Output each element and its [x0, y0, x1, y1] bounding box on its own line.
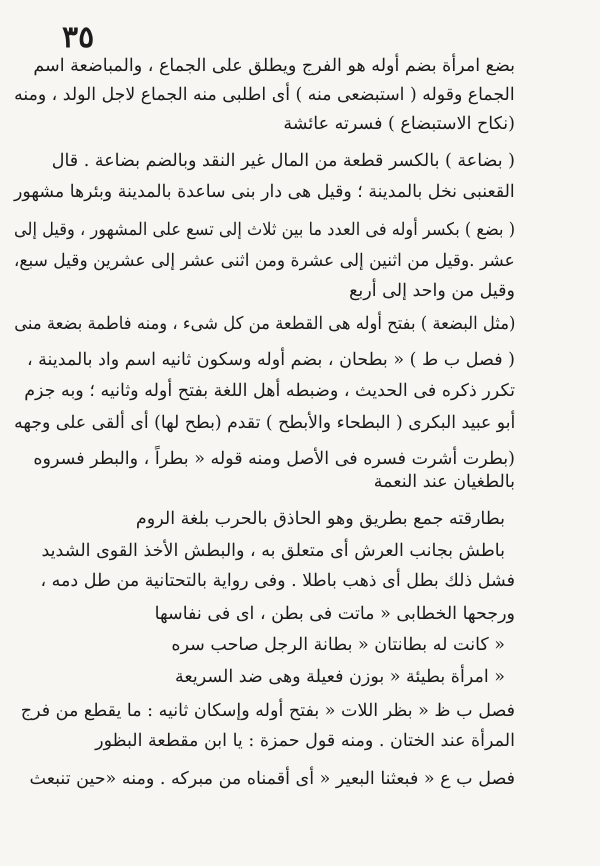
text-line: ورجحها الخطابى « ماتت فى بطن ، اى فى نفاسها	[154, 604, 515, 624]
text-line: القعنبى نخل بالمدينة ؛ وقيل هى دار بنى ساعدة بالمدينة وبئرها مشهور	[14, 182, 515, 202]
page-number: ٣٥	[62, 20, 95, 55]
text-line: بطارقته جمع بطريق وهو الحاذق بالحرب بلغة الروم	[135, 509, 505, 529]
text-line: فصل ب ظ « بظر اللات « بفتح أوله وإسكان ثانيه : ما يقطع من فرج	[20, 701, 515, 721]
text-line: (مثل البضعة ) بفتح أوله هى القطعة من كل شىء ، ومنه فاطمة بضعة منى	[13, 314, 515, 334]
text-line: « كانت له بطانتان « بطانة الرجل صاحب سره	[171, 635, 505, 655]
text-line: (نكاح الاستبضاع ) فسرته عائشة	[283, 114, 515, 134]
text-line: بالطغيان عند النعمة	[373, 472, 515, 492]
text-line: وقيل من واحد إلى أربع	[349, 281, 515, 301]
text-line: تكرر ذكره فى الحديث ، وضبطه أهل اللغة بفتح أوله وثانيه ؛ وبه جزم	[24, 381, 515, 401]
text-line: باطش بجانب العرش أى متعلق به ، والبطش الأخذ القوى الشديد	[41, 541, 505, 561]
text-line: الجماع وقوله ( استبضعى منه ) أى اطلبى منه الجماع لاجل الولد ، ومنه	[14, 85, 515, 105]
text-line: بضع امرأة بضم أوله هو الفرج ويطلق على الجماع ، والمباضعة اسم	[33, 56, 515, 76]
text-line: ( فصل ب ط ) « بطحان ، بضم أوله وسكون ثانيه اسم واد بالمدينة ،	[26, 350, 515, 370]
text-line: فشل ذلك بطل أى ذهب باطلا . وفى رواية بالتحتانية من طل دمه ،	[40, 571, 515, 591]
text-line: المرأة عند الختان . ومنه قول حمزة : يا ابن مقطعة البظور	[95, 731, 515, 751]
text-line: عشر .وقيل من اثنين إلى عشرة ومن اثنى عشر إلى عشرين وقيل سبع،	[14, 251, 515, 271]
text-line: أبو عبيد البكرى ( البطحاء والأبطح ) تقدم (بطح لها) أى ألقى على وجهه	[13, 413, 515, 433]
text-line: (بطرت أشرت فسره فى الأصل ومنه قوله « بطراً ، والبطر فسروه	[33, 449, 515, 469]
text-line: ( بضع ) بكسر أوله فى العدد ما بين ثلاث إلى تسع على المشهور ، وقيل إلى	[13, 220, 515, 240]
text-line: ( بضاعة ) بالكسر قطعة من المال غير النقد وبالضم بضاعة . قال	[51, 151, 515, 171]
text-line: فصل ب ع « فبعثنا البعير « أى أقمناه من مبركه . ومنه «حين تنبعث	[29, 769, 515, 789]
text-line: « امرأة بطيئة « بوزن فعيلة وهى ضد السريعة	[175, 667, 505, 687]
